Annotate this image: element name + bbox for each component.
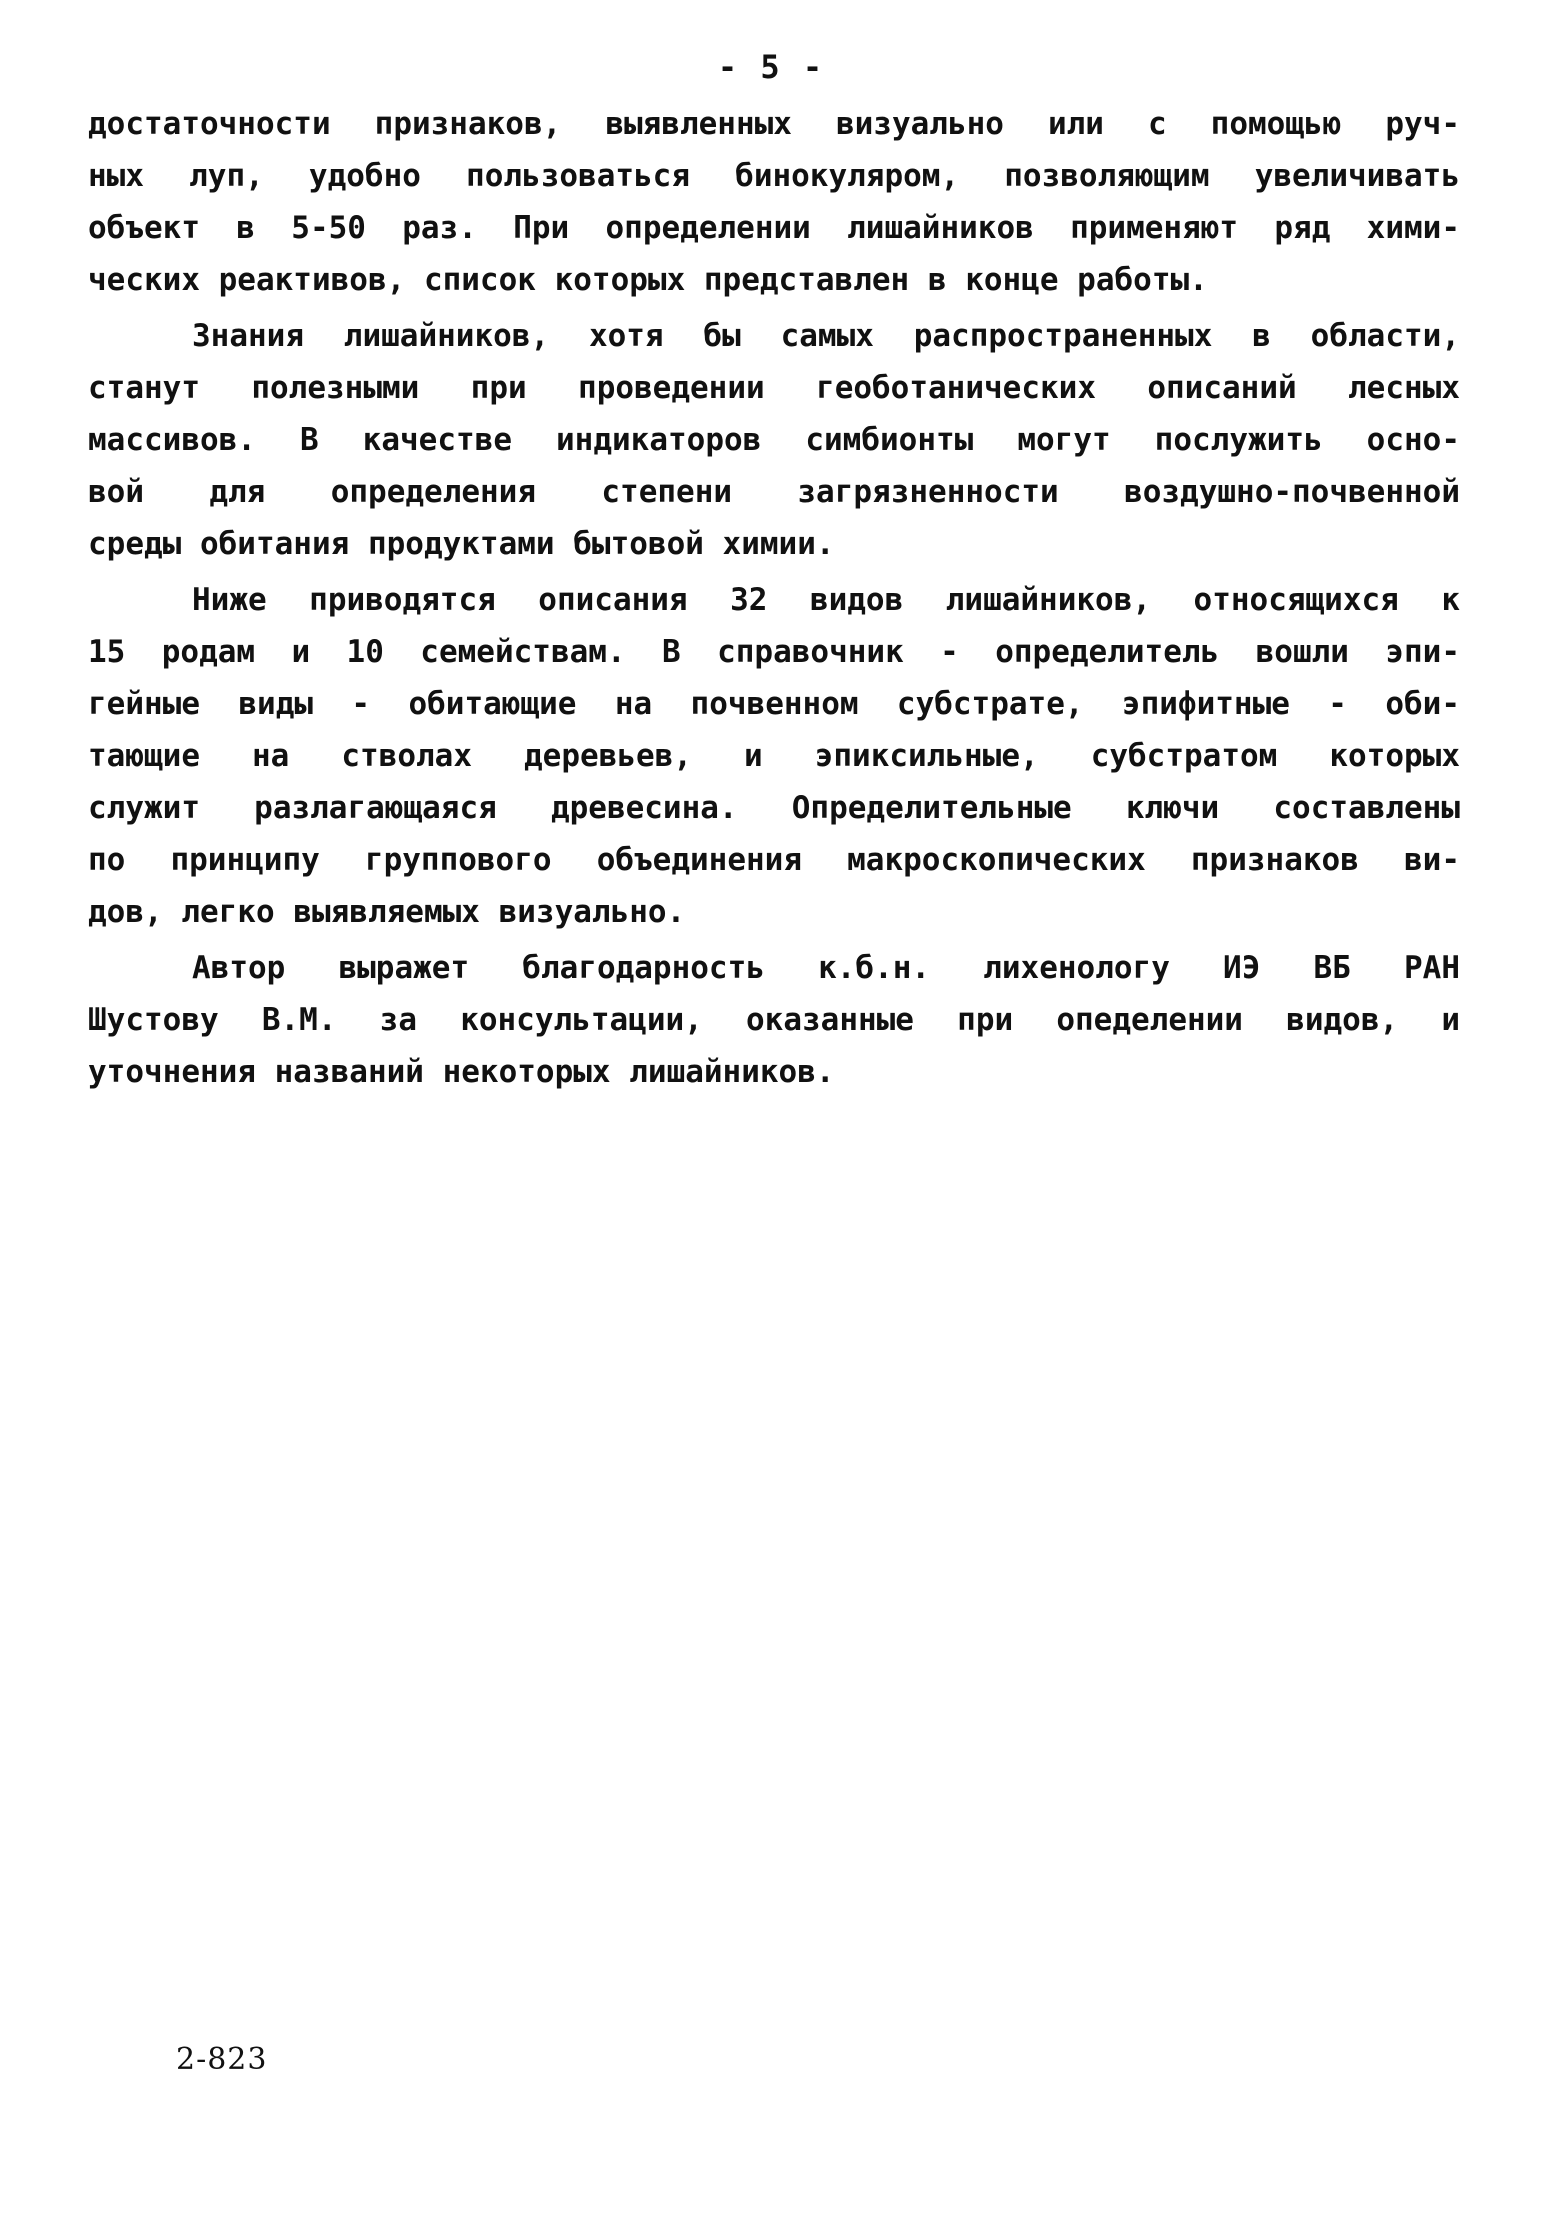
footer-code: 2-823 <box>176 2042 268 2077</box>
text-line: Ниже приводятся описания 32 видов лишайников, относящихся к <box>192 582 1460 618</box>
page-number: - 5 - <box>717 48 825 86</box>
body-text <box>88 98 1460 1098</box>
text-line: ческих реактивов, список которых представлен в конце работы. <box>88 262 1208 298</box>
text-line: объект в 5-50 раз. При определении лишайников применяют ряд хими- <box>88 210 1460 246</box>
text-line: вой для определения степени загрязненности воздушно-почвенной <box>88 474 1460 510</box>
text-line: служит разлагающаяся древесина. Определительные ключи составлены <box>88 790 1460 826</box>
text-line: среды обитания продуктами бытовой химии. <box>88 526 835 562</box>
text-line: Знания лишайников, хотя бы самых распространенных в области, <box>192 318 1460 354</box>
text-line: по принципу группового объединения макроскопических признаков ви- <box>88 842 1460 878</box>
paragraph-2 <box>88 310 1460 570</box>
text-line: достаточности признаков, выявленных визуально или с помощью руч- <box>88 106 1460 142</box>
text-line: дов, легко выявляемых визуально. <box>88 894 686 930</box>
paragraph-1 <box>88 98 1460 306</box>
text-line: ных луп, удобно пользоваться бинокуляром, позволяющим увеличивать <box>88 158 1460 194</box>
paragraph-4 <box>88 942 1460 1098</box>
text-line: массивов. В качестве индикаторов симбионты могут послужить осно- <box>88 422 1460 458</box>
paragraph-3 <box>88 574 1460 938</box>
text-line: тающие на стволах деревьев, и эпиксильные, субстратом которых <box>88 738 1460 774</box>
text-line: Автор выражет благодарность к.б.н. лихенологу ИЭ ВБ РАН <box>192 950 1460 986</box>
text-line: 15 родам и 10 семействам. В справочник - определитель вошли эпи- <box>88 634 1460 670</box>
text-line: гейные виды - обитающие на почвенном субстрате, эпифитные - оби- <box>88 686 1460 722</box>
text-line: станут полезными при проведении геоботанических описаний лесных <box>88 370 1460 406</box>
text-line: Шустову В.М. за консультации, оказанные при опеделении видов, и <box>88 1002 1460 1038</box>
text-line: уточнения названий некоторых лишайников. <box>88 1054 835 1090</box>
